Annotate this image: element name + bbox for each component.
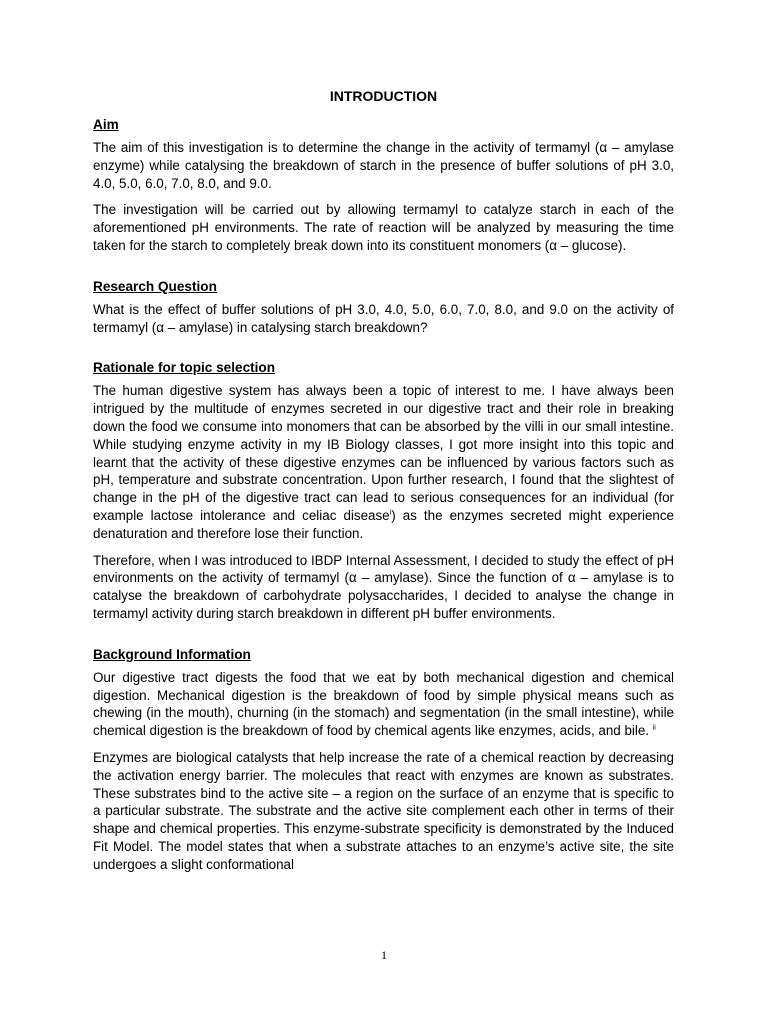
section-heading-research-question: Research Question bbox=[93, 278, 217, 294]
section-spacer bbox=[93, 345, 674, 359]
document-page bbox=[93, 86, 674, 883]
background-paragraph-2: Enzymes are biological catalysts that help increase the rate of a chemical reaction by decreasing the activation energy barrier. The molecules that react with enzymes are known as substrates. These substrates bind to the active site – a region on the surface of an enzyme that is specific to a particular substrate. The substrate and the active site complement each other in terms of their shape and chemical properties. This enzyme-substrate specificity is demonstrated by the Induced Fit Model. The model states that when a substrate attaches to an enzyme’s active site, the site undergoes a slight conformational bbox=[93, 749, 674, 872]
page-number: 1 bbox=[381, 948, 387, 962]
footnote-ref-i[interactable]: i bbox=[389, 509, 392, 517]
section-spacer bbox=[93, 264, 674, 278]
page-title: INTRODUCTION bbox=[329, 88, 438, 104]
research-question-paragraph: What is the effect of buffer solutions of pH 3.0, 4.0, 5.0, 6.0, 7.0, 8.0, and 9.0 on the activity of termamyl (α – amylase) in catalysing starch breakdown? bbox=[93, 301, 674, 335]
rationale-paragraph-2: Therefore, when I was introduced to IBDP Internal Assessment, I decided to study the effect of pH environments on the activity of termamyl (α – amylase). Since the function of α – amylase is to catalyse the breakdown of carbohydrate polysaccharides, I decided to analyse the change in termamyl activity during starch breakdown in different pH buffer environments. bbox=[93, 552, 674, 621]
rationale-text-part-1: The human digestive system has always been a topic of interest to me. I have always been intrigued by the multitude of enzymes secreted in our digestive tract and their role in breaking down the food we consume into monomers that can be absorbed by the villi in our small intestine. While studying enzyme activity in my IB Biology classes, I got more insight into this topic and learnt that the activity of these digestive enzymes can be influenced by various factors such as pH, temperature and substrate concentration. Upon further research, I found that the slightest of change in the pH of the digestive tract can lead to serious consequences for an individual (for example lactose intolerance and celiac disease bbox=[93, 383, 674, 523]
aim-paragraph-1: The aim of this investigation is to determine the change in the activity of termamyl (α – amylase enzyme) while catalysing the breakdown of starch in the presence of buffer solutions of pH 3.0, 4.0, 5.0, 6.0, 7.0, 8.0, and 9.0. bbox=[93, 140, 674, 191]
section-heading-background: Background Information bbox=[93, 646, 251, 662]
section-heading-aim: Aim bbox=[93, 117, 119, 132]
section-heading-rationale: Rationale for topic selection bbox=[93, 360, 276, 376]
background-paragraph-1 bbox=[93, 669, 674, 740]
rationale-paragraph-1 bbox=[93, 382, 674, 542]
aim-paragraph-2: The investigation will be carried out by allowing termamyl to catalyze starch in each of the aforementioned pH environments. The rate of reaction will be analyzed by measuring the time taken for the starch to completely break down into its constituent monomers (α – glucose). bbox=[93, 202, 674, 253]
rationale-text-part-2: ) as the enzymes secreted might experience denaturation and therefore lose their function. bbox=[93, 507, 674, 541]
footnote-ref-ii[interactable]: ii bbox=[652, 724, 656, 732]
background-text-part-1: Our digestive tract digests the food that we eat by both mechanical digestion and chemical digestion. Mechanical digestion is the breakdown of food by simple physical means such as chewing (in the mouth), churning (in the stomach) and segmentation (in the small intestine), while chemical digestion is the breakdown of food by chemical agents like enzymes, acids, and bile. bbox=[93, 669, 674, 739]
section-spacer bbox=[93, 632, 674, 646]
